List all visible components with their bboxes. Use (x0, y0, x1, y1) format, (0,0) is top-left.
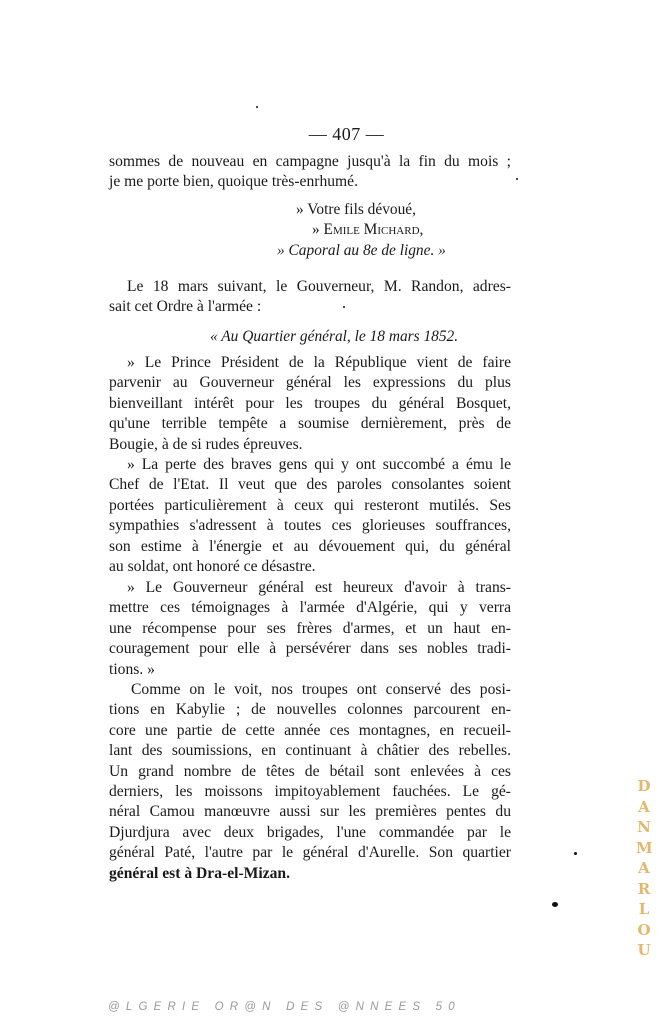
text-line: sait cet Ordre à l'armée : (109, 298, 262, 316)
side-watermark (636, 776, 652, 961)
text-line: couragement pour elle à persévérer dans ses nobles tradi- (109, 640, 511, 658)
text-line: mettre ces témoignages à l'armée d'Algérie, qui y verra (109, 599, 511, 617)
text-line: portées particulièrement à ceux qui resteront mutilés. Ses (109, 496, 511, 514)
text-line: » Le Gouverneur général est heureux d'avoir à trans- (127, 579, 511, 596)
watermark-letter: L (638, 900, 650, 918)
top-text (109, 152, 511, 193)
watermark-letter: O (637, 920, 651, 939)
watermark-letter: M (636, 838, 653, 857)
text-line: derniers, les moissons impitoyablement fauchées. Le gé- (109, 783, 511, 801)
text-line: tions. » (109, 660, 155, 678)
text-line: tions en Kabylie ; de nouvelles colonnes parcourent en- (109, 701, 511, 719)
text-line: Un grand nombre de têtes de bétail sont enlevées à ces (109, 762, 511, 780)
text-line: néral Camou manœuvre aussi sur les premières pentes du (109, 803, 511, 821)
text-line: Bougie, à de si rudes épreuves. (109, 435, 303, 453)
footer-watermark: @LGERIE OR@N DES @NNEES 50 (108, 1001, 461, 1013)
text-line: général Paté, l'autre par le général d'Aurelle. Son quartier (109, 844, 511, 862)
watermark-letter: A (638, 797, 650, 816)
watermark-letter: A (638, 859, 650, 877)
scan-speck (343, 306, 345, 308)
text-line: » Le Prince Président de la République vient de faire (127, 354, 511, 371)
text-line: parvenir au Gouverneur général les expressions du plus (109, 374, 511, 392)
text-line: Le 18 mars suivant, le Gouverneur, M. Randon, adres- (127, 278, 511, 295)
paragraph-4 (109, 680, 511, 884)
watermark-letter: R (637, 879, 651, 898)
text-line: général est à Dra-el-Mizan. (109, 864, 290, 882)
text-line: Comme on le voit, nos troupes ont conservé des posi- (131, 681, 511, 698)
text-line: sommes de nouveau en campagne jusqu'à la fin du mois ; (109, 153, 511, 170)
signature-line: » Votre fils dévoué, (296, 201, 416, 218)
text-line: au soldat, ont honoré ce désastre. (109, 558, 316, 576)
scan-speck (552, 902, 558, 907)
paragraph-1 (109, 353, 511, 455)
dateline: « Au Quartier général, le 18 mars 1852. (210, 328, 459, 345)
paragraph-3 (109, 578, 511, 680)
text-line: qu'une terrible tempête a soumise dernièrement, près de (109, 415, 511, 433)
scan-speck (516, 178, 518, 180)
text-line: Chef de l'Etat. Il veut que des paroles consolantes soient (109, 476, 511, 494)
text-line: lant des soumissions, en continuant à châtier des rebelles. (109, 742, 511, 760)
signature-rank: » Caporal au 8e de ligne. » (277, 242, 446, 259)
scan-speck (256, 106, 258, 108)
text-line: bienveillant intérêt pour les troupes du général Bosquet, (109, 394, 511, 412)
intro-paragraph (109, 277, 511, 318)
text-line: core une partie de cette année ces montagnes, en recueil- (109, 721, 511, 739)
watermark-letter: N (637, 818, 651, 836)
text-line: sympathies s'adressent à toutes ces glorieuses souffrances, (109, 517, 511, 535)
scan-speck (574, 852, 577, 855)
text-line: Djurdjura avec deux brigades, l'une commandée par le (109, 823, 511, 841)
watermark-letter: D (637, 777, 651, 795)
text-line: je me porte bien, quoique très-enrhumé. (109, 173, 358, 191)
text-line: » La perte des braves gens qui y ont succombé a ému le (127, 456, 511, 473)
paragraph-2 (109, 455, 511, 577)
page-number: — 407 — (308, 124, 385, 144)
watermark-letter: U (637, 941, 651, 959)
signature-name: » Emile Michard, (312, 221, 424, 238)
text-line: son estime à l'énergie et au dévouement qui, du général (109, 537, 511, 555)
text-line: une récompense pour ses frères d'armes, et un haut en- (109, 619, 511, 637)
